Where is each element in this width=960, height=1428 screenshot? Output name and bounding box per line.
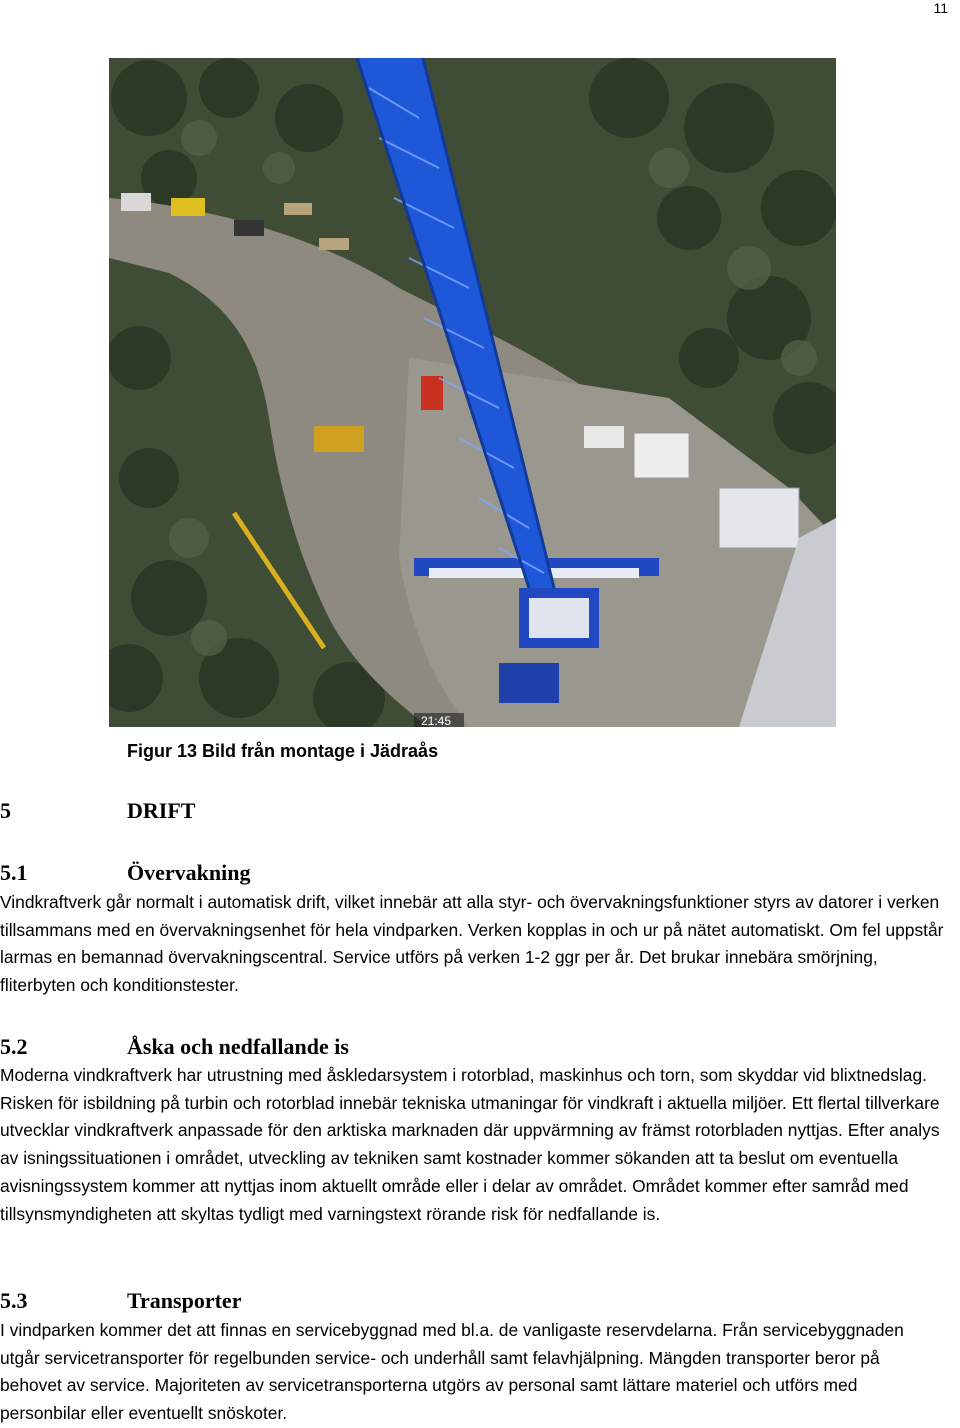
timestamp-overlay: 21:45 [421, 714, 452, 727]
section-title: Övervakning [127, 860, 251, 885]
construction-photo [109, 58, 836, 727]
section-title: Transporter [127, 1288, 242, 1313]
section-number: 5.3 [0, 1288, 28, 1313]
figure-caption: Figur 13 Bild från montage i Jädraås [127, 741, 439, 761]
section-body-5-1: Vindkraftverk går normalt i automatisk drift, vilket innebär att alla styr- och övervakningsfunktioner styrs av datorer i verken tillsammans med en övervakningsenhet för hela vindparken. Verken kopplas in och ur på nätet automatiskt. Om fel uppstår larmas en bemannad övervakningscentral. Service utförs på verken 1-2 ggr per år. Det brukar innebära smörjning, fliterbyten och konditionstester. [0, 892, 944, 996]
section-number: 5.2 [0, 1034, 28, 1059]
page-number: 11 [933, 0, 948, 16]
section-number: 5 [0, 798, 11, 823]
crane-aerial-image [109, 58, 836, 727]
section-body-5-3: I vindparken kommer det att finnas en servicebyggnad med bl.a. de vanligaste reservdelarna. Från servicebyggnaden utgår servicetransporter för regelbunden service- och underhåll samt felavhjälpning. Mängden transporter beror på behovet av service. Majoriteten av servicetransporterna utgörs av personal samt lättare materiel och utförs med personbilar eller eventuellt snöskoter. [0, 1320, 904, 1424]
section-number: 5.1 [0, 860, 28, 885]
section-title: DRIFT [127, 798, 196, 823]
section-title: Åska och nedfallande is [127, 1034, 349, 1059]
section-body-5-2: Moderna vindkraftverk har utrustning med åskledarsystem i rotorblad, maskinhus och torn, som skyddar vid blixtnedslag. Risken för isbildning på turbin och rotorblad innebär tekniska utmaningar för vindkraft i aktuella miljöer. Ett flertal tillverkare utvecklar vindkraftverk anpassade för den arktiska marknaden där uppvärmning av främst rotorbladen nyttjas. Efter analys av isningssituationen i området, utveckling av tekniken samt kostnader kommer sökanden att ta beslut om eventuella avisningssystem kommer att nyttjas inom aktuellt område eller i delar av området. Området kommer efter samråd med tillsynsmyndigheten att skyltas tydligt med varningstext rörande risk för nedfallande is. [0, 1065, 940, 1224]
